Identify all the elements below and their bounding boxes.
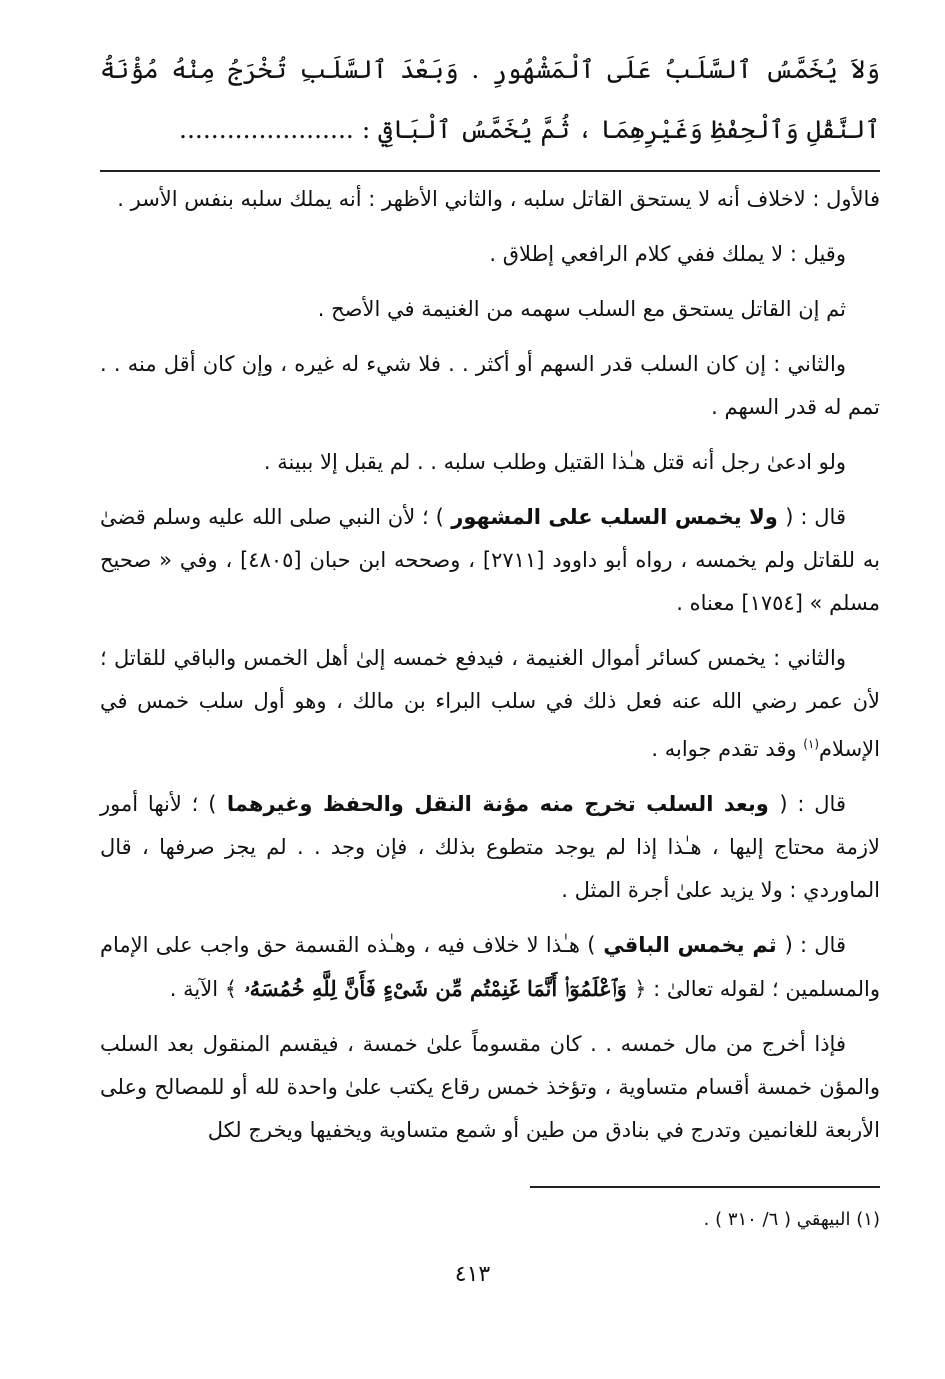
paragraph-8-open: قال : ( — [779, 792, 846, 816]
paragraph-4: والثاني : إن كان السلب قدر السهم أو أكثر . . فلا شيء له غيره ، وإن كان أقل منه . . تمم له قدر السهم . — [100, 352, 880, 419]
paragraph-6-rest: ) ؛ لأن النبي صلى الله عليه وسلم قضىٰ به للقاتل ولم يخمسه ، رواه أبو داوود [٢٧١١] ، وصححه ابن حبان [٤٨٠٥] ، وفي « صحيح مسلم » [١٧٥٤] معناه . — [100, 505, 880, 615]
matn-dots: ...................... — [179, 115, 354, 144]
commentary — [100, 178, 880, 1152]
paragraph-6 — [100, 496, 880, 625]
paragraph-5: ولو ادعىٰ رجل أنه قتل هـٰذا القتيل وطلب سلبه . . لم يقبل إلا ببينة . — [263, 450, 846, 474]
footnote-text: البيهقي ( ٦/ ٣١٠ ) . — [703, 1209, 851, 1230]
paragraph-1: فالأول : لاخلاف أنه لا يستحق القاتل سلبه ، والثاني الأظهر : أنه يملك سلبه بنفس الأسر . — [117, 187, 880, 211]
footnote — [100, 1205, 880, 1235]
paragraph-7-text: والثاني : يخمس كسائر أموال الغنيمة ، فيدفع خمسه إلىٰ أهل الخمس والباقي للقاتل ؛ لأن عمر رضي الله عنه فعل ذلك في سلب البراء بن مالك ، وهو أول سلب خمس في الإسلام — [100, 646, 880, 761]
paragraph-9-mid: ) هـٰذا لا خلاف فيه ، وهـٰذه القسمة حق واجب على الإمام والمسلمين ؛ لقوله تعالىٰ : ﴿ — [100, 933, 880, 1001]
footnote-marker: (١) — [803, 737, 820, 751]
footnote-divider — [530, 1186, 880, 1188]
paragraph-2: وقيل : لا يملك ففي كلام الرافعي إطلاق . — [489, 242, 846, 266]
paragraph-10: فإذا أخرج من مال خمسه . . كان مقسوماً علىٰ خمسة ، فيقسم المنقول بعد السلب والمؤن خمسة أقسام متساوية ، وتؤخذ خمس رقاع يكتب علىٰ واحدة لله أو للمصالح وعلى الأربعة للغانمين وتدرج في بنادق من طين أو شمع متساوية ويخفيها ويخرج لكل — [100, 1032, 880, 1142]
paragraph-7 — [100, 637, 880, 771]
matn-line-1: وَلاَ يُخَمَّسُ ٱلسَّلَبُ عَلَى ٱلْمَشْهُورِ . وَبَعْدَ ٱلسَّلَبِ تُخْرَجُ مِنْهُ مُؤْنَةُ ٱلنَّقْلِ وَٱلْحِفْظِ — [100, 55, 880, 144]
paragraph-9-quote: ثم يخمس الباقي — [595, 933, 785, 957]
footnote-number: (١) — [856, 1209, 880, 1230]
paragraph-8-quote: وبعد السلب تخرج منه مؤنة النقل والحفظ وغيرهما — [216, 792, 780, 816]
paragraph-8 — [100, 783, 880, 912]
paragraph-9-rest: ﴾ الآية . — [169, 977, 238, 1001]
paragraph-6-open: قال : ( — [785, 505, 846, 529]
page-number: ٤١٣ — [454, 1262, 491, 1287]
paragraph-7-rest: وقد تقدم جوابه . — [651, 737, 804, 761]
matn-text — [100, 40, 880, 160]
paragraph-9 — [100, 924, 880, 1011]
page-body — [100, 40, 880, 1152]
quran-verse: وَٱعْلَمُوٓا۟ أَنَّمَا غَنِمْتُم مِّن شَىْءٍ فَأَنَّ لِلَّهِ خُمُسَهُۥ — [237, 976, 635, 1001]
matn-divider — [100, 170, 880, 172]
paragraph-3: ثم إن القاتل يستحق مع السلب سهمه من الغنيمة في الأصح . — [317, 297, 846, 321]
paragraph-6-quote: ولا يخمس السلب على المشهور — [443, 505, 786, 529]
matn-line-2: وَغَيْرِهِمَا ، ثُمَّ يُخَمَّسُ ٱلْبَاقِي : — [361, 115, 703, 144]
paragraph-8-rest: ) ؛ لأنها أمور لازمة محتاج إليها ، هـٰذا إذا لم يوجد متطوع بذلك ، فإن وجد . . لم يجز صرفها ، قال الماوردي : ولا يزيد علىٰ أجرة المثل . — [100, 792, 880, 902]
paragraph-9-open: قال : ( — [784, 933, 846, 957]
